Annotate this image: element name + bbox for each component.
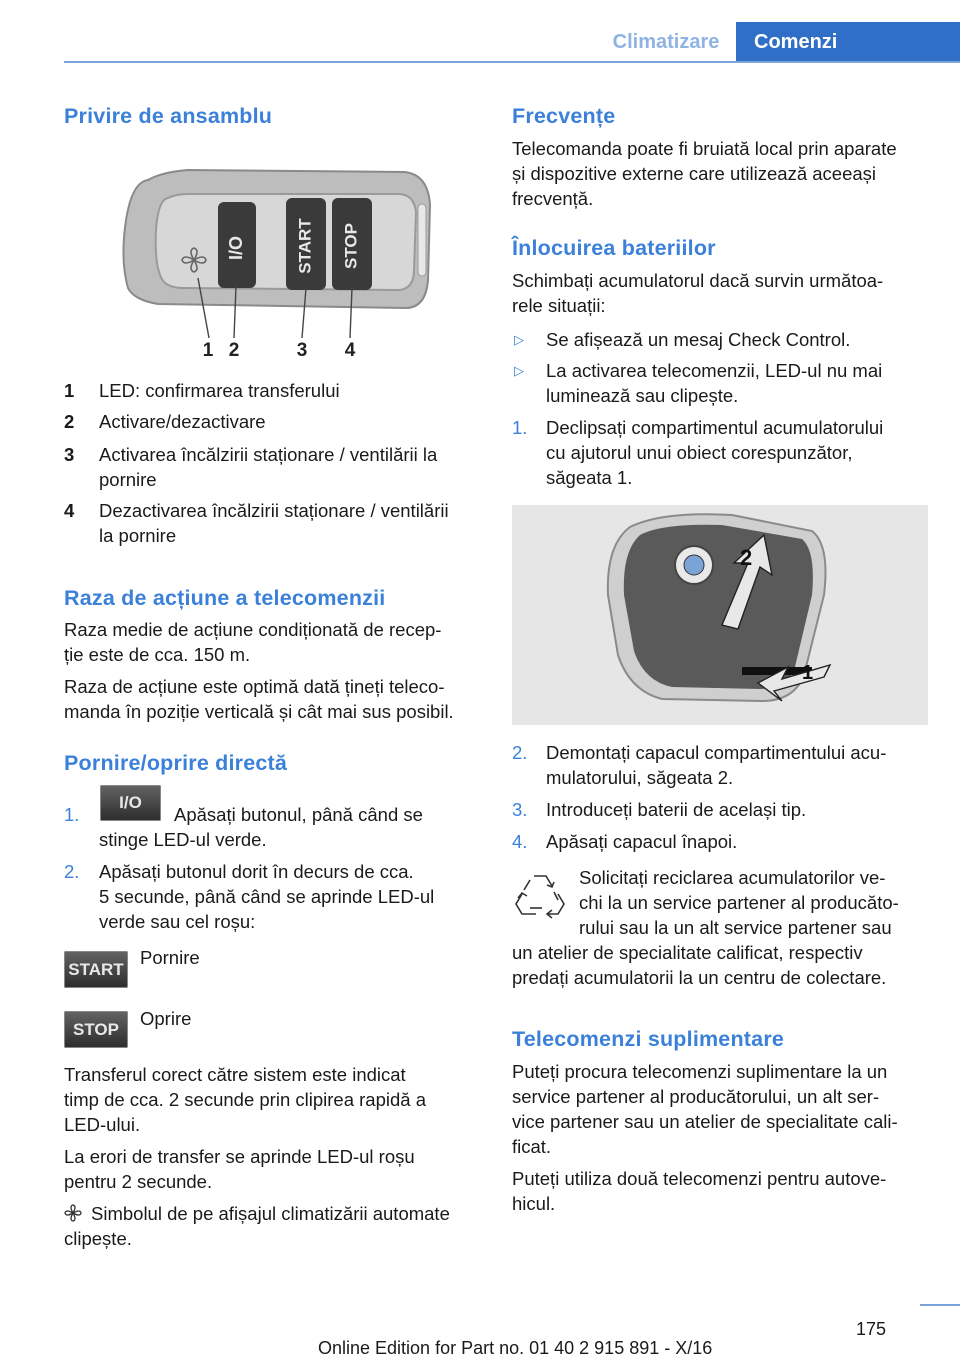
paragraph-line: Simbolul de pe afișajul climatizării automate xyxy=(91,1203,450,1224)
bullet-text: La activarea telecomenzii, LED-ul nu mai xyxy=(546,360,883,381)
legend-text: Activare/dezactivare xyxy=(99,411,266,432)
bullet-triangle-icon: ▷ xyxy=(514,332,524,347)
step-text: Demontați capacul compartimentului acu‐ xyxy=(546,742,887,763)
heading-frequencies: Frecvențe xyxy=(512,104,616,128)
footer-rule xyxy=(920,1304,960,1306)
step-text: Declipsați compartimentul acumulatorului xyxy=(546,417,884,438)
heading-range: Raza de acțiune a telecomenzii xyxy=(64,586,386,610)
step-number: 1. xyxy=(512,417,528,438)
paragraph-line: Puteți utiliza două telecomenzi pentru autove‐ xyxy=(512,1168,887,1189)
heading-battery: Înlocuirea bateriilor xyxy=(512,236,716,260)
step-text: Apăsați capacul înapoi. xyxy=(546,831,738,852)
paragraph-line: clipește. xyxy=(64,1228,132,1249)
stop-button-icon: STOP xyxy=(64,1011,128,1048)
paragraph-line: ție este de cca. 150 m. xyxy=(64,644,251,665)
paragraph-line: frecvență. xyxy=(512,188,594,209)
start-button-icon: START xyxy=(64,951,128,988)
note-text: Solicitați reciclarea acumulatorilor ve‐ xyxy=(579,867,886,888)
legend-text: Dezactivarea încălzirii staționare / ventilării xyxy=(99,500,449,521)
legend-text: LED: confirmarea transferului xyxy=(99,380,340,401)
step-text: Introduceți baterii de același tip. xyxy=(546,799,807,820)
page-number: 175 xyxy=(856,1319,887,1339)
io-button-icon: I/O xyxy=(100,785,161,821)
step-number: 2. xyxy=(64,861,80,882)
recycle-icon xyxy=(514,870,566,920)
step-number: 3. xyxy=(512,799,528,820)
paragraph-line: pentru 2 secunde. xyxy=(64,1171,213,1192)
fan-icon xyxy=(64,1204,82,1222)
step-number: 4. xyxy=(512,831,528,852)
legend-number: 2 xyxy=(64,411,75,432)
legend-text: pornire xyxy=(99,469,157,490)
key-fob-figure xyxy=(118,160,440,360)
step-text: Apăsați butonul, până când se xyxy=(174,804,423,825)
fob-callout-1: 1 xyxy=(202,340,214,360)
arrow-2-label: 2 xyxy=(740,545,753,570)
note-text: rului sau la un alt service partener sau xyxy=(579,917,892,938)
paragraph-line: ficat. xyxy=(512,1136,552,1157)
heading-direct: Pornire/oprire directă xyxy=(64,751,288,775)
stop-label: Oprire xyxy=(140,1008,192,1029)
paragraph-line: timp de cca. 2 secunde prin clipirea rapidă a xyxy=(64,1089,426,1110)
step-number: 1. xyxy=(64,804,80,825)
paragraph-line: La erori de transfer se aprinde LED-ul roșu xyxy=(64,1146,415,1167)
bullet-text: luminează sau clipește. xyxy=(546,385,739,406)
paragraph-line: Transferul corect către sistem este indicat xyxy=(64,1064,406,1085)
start-label: Pornire xyxy=(140,947,200,968)
step-number: 2. xyxy=(512,742,528,763)
note-text: chi la un service partener al producăto‐ xyxy=(579,892,899,913)
paragraph-line: service partener al producătorului, un alt ser‐ xyxy=(512,1086,880,1107)
step-text: verde sau cel roșu: xyxy=(99,911,256,932)
step-text: stinge LED-ul verde. xyxy=(99,829,267,850)
note-text: predați acumulatorii la un centru de colectare. xyxy=(512,967,887,988)
fob-callout-2: 2 xyxy=(228,340,240,360)
bullet-triangle-icon: ▷ xyxy=(514,363,524,378)
legend-number: 4 xyxy=(64,500,75,521)
legend-text: Activarea încălzirii staționare / ventilării la xyxy=(99,444,438,465)
header-section-tab[interactable]: Climatizare xyxy=(612,31,720,53)
step-text: cu ajutorul unui obiect corespunzător, xyxy=(546,442,853,463)
heading-extra-remotes: Telecomenzi suplimentare xyxy=(512,1027,785,1051)
step-text: 5 secunde, până când se aprinde LED-ul xyxy=(99,886,435,907)
fob-button-stop-label: STOP xyxy=(341,223,361,269)
paragraph-line: Puteți procura telecomenzi suplimentare la un xyxy=(512,1061,888,1082)
paragraph-line: vice partener sau un atelier de specialitate cali‐ xyxy=(512,1111,898,1132)
step-text: Apăsați butonul dorit în decurs de cca. xyxy=(99,861,414,882)
paragraph-line: Telecomanda poate fi bruiată local prin aparate xyxy=(512,138,897,159)
paragraph-line: hicul. xyxy=(512,1193,556,1214)
paragraph-line: Raza medie de acțiune condiționată de recep‐ xyxy=(64,619,442,640)
fob-callout-3: 3 xyxy=(296,340,308,360)
heading-overview: Privire de ansamblu xyxy=(64,104,273,128)
legend-number: 1 xyxy=(64,380,75,401)
paragraph-line: LED-ului. xyxy=(64,1114,141,1135)
paragraph-line: manda în poziție verticală și cât mai sus posibil. xyxy=(64,701,454,722)
paragraph-line: Schimbați acumulatorul dacă survin următoa‐ xyxy=(512,270,884,291)
arrow-1-label: 1 xyxy=(802,662,814,684)
note-text: un atelier de specialitate calificat, respectiv xyxy=(512,942,863,963)
legend-text: la pornire xyxy=(99,525,177,546)
battery-figure xyxy=(512,505,928,725)
bullet-text: Se afișează un mesaj Check Control. xyxy=(546,329,851,350)
legend-number: 3 xyxy=(64,444,75,465)
paragraph-line: și dispozitive externe care utilizează aceeași xyxy=(512,163,877,184)
paragraph-line: rele situații: xyxy=(512,295,606,316)
online-edition-note: Online Edition for Part no. 01 40 2 915 891 - X/16 xyxy=(318,1338,713,1358)
fob-button-start-label: START xyxy=(295,218,315,274)
step-text: săgeata 1. xyxy=(546,467,633,488)
fob-button-io-label: I/O xyxy=(225,235,246,261)
step-text: mulatorului, săgeata 2. xyxy=(546,767,734,788)
header-rule xyxy=(64,61,960,63)
fob-callout-4: 4 xyxy=(344,340,356,360)
header-active-tab[interactable]: Comenzi xyxy=(736,22,960,63)
paragraph-line: Raza de acțiune este optimă dată țineți teleco‐ xyxy=(64,676,445,697)
